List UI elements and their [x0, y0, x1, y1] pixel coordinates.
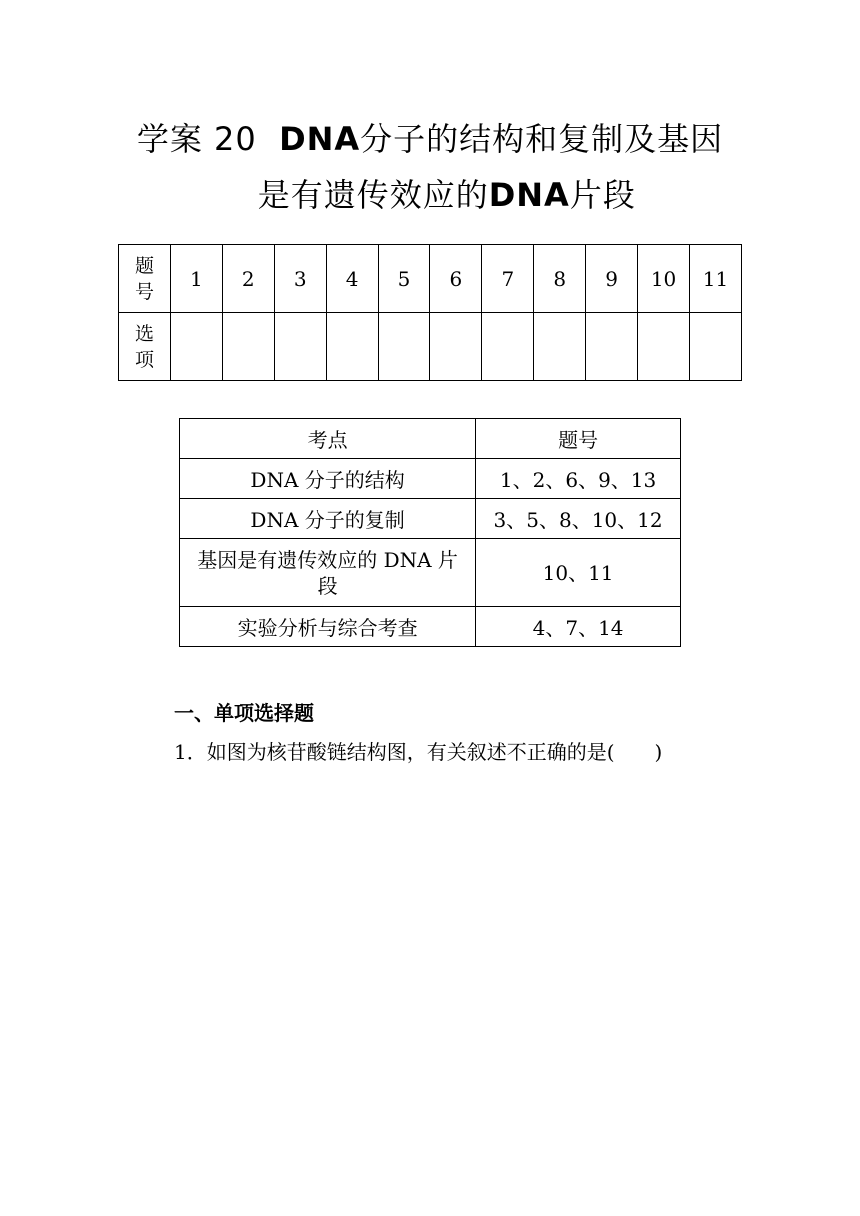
question-number-cell: 2: [222, 245, 274, 313]
topic-row: [180, 459, 681, 499]
answer-cell[interactable]: [586, 313, 638, 381]
question-number-cell: 11: [690, 245, 742, 313]
title-suffix: 分子的结构和复制及基因: [360, 120, 724, 158]
answer-cell[interactable]: [274, 313, 326, 381]
question-number-cell: 7: [482, 245, 534, 313]
title-dna: DNA: [279, 120, 361, 158]
question-number-cell: 5: [378, 245, 430, 313]
question-number-header: [119, 245, 171, 313]
question-number-cell: 4: [326, 245, 378, 313]
topic-row: [180, 607, 681, 647]
question-numbers-cell: 1、2、6、9、13: [476, 459, 681, 499]
question-number-cell: 3: [274, 245, 326, 313]
topic-table: [179, 418, 681, 647]
question-number-cell: 8: [534, 245, 586, 313]
number-column-header: 题号: [476, 419, 681, 459]
question-number-row: [119, 245, 742, 313]
page-title-line-1: [0, 114, 860, 160]
topic-column-header: 考点: [180, 419, 476, 459]
topic-line: 段: [317, 573, 338, 598]
header-char: 题: [134, 254, 154, 277]
question-number-cell: 1: [170, 245, 222, 313]
answer-cell[interactable]: [638, 313, 690, 381]
question-number-cell: 6: [430, 245, 482, 313]
answer-cell[interactable]: [222, 313, 274, 381]
section-heading: 一、单项选择题: [174, 701, 314, 725]
question-numbers-cell: 3、5、8、10、12: [476, 499, 681, 539]
answer-table: [118, 244, 742, 381]
title-prefix: 学案 20: [136, 120, 257, 158]
answer-cell[interactable]: [430, 313, 482, 381]
answer-cell[interactable]: [326, 313, 378, 381]
topic-line: 基因是有遗传效应的 DNA 片: [197, 547, 458, 572]
answer-cell[interactable]: [170, 313, 222, 381]
question-number-cell: 10: [638, 245, 690, 313]
question-numbers-cell: 4、7、14: [476, 607, 681, 647]
topic-row: [180, 499, 681, 539]
header-char: 选: [134, 322, 154, 345]
header-char: 号: [134, 280, 154, 303]
topic-cell: [180, 539, 476, 607]
title2-suffix: 片段: [569, 176, 636, 214]
page-title-line-2: [0, 170, 860, 216]
topic-header-row: [180, 419, 681, 459]
answer-cell[interactable]: [690, 313, 742, 381]
answer-cell[interactable]: [534, 313, 586, 381]
title2-dna: DNA: [488, 176, 570, 214]
question-numbers-cell: 10、11: [476, 539, 681, 607]
question-number-cell: 9: [586, 245, 638, 313]
topic-cell: DNA 分子的结构: [180, 459, 476, 499]
topic-cell: DNA 分子的复制: [180, 499, 476, 539]
header-char: 项: [134, 348, 154, 371]
answer-row: [119, 313, 742, 381]
topic-cell: 实验分析与综合考查: [180, 607, 476, 647]
question-1-text: 1．如图为核苷酸链结构图，有关叙述不正确的是( ): [174, 740, 663, 764]
title2-prefix: 是有遗传效应的: [257, 176, 489, 214]
answer-cell[interactable]: [378, 313, 430, 381]
answer-header: [119, 313, 171, 381]
answer-cell[interactable]: [482, 313, 534, 381]
topic-row: [180, 539, 681, 607]
